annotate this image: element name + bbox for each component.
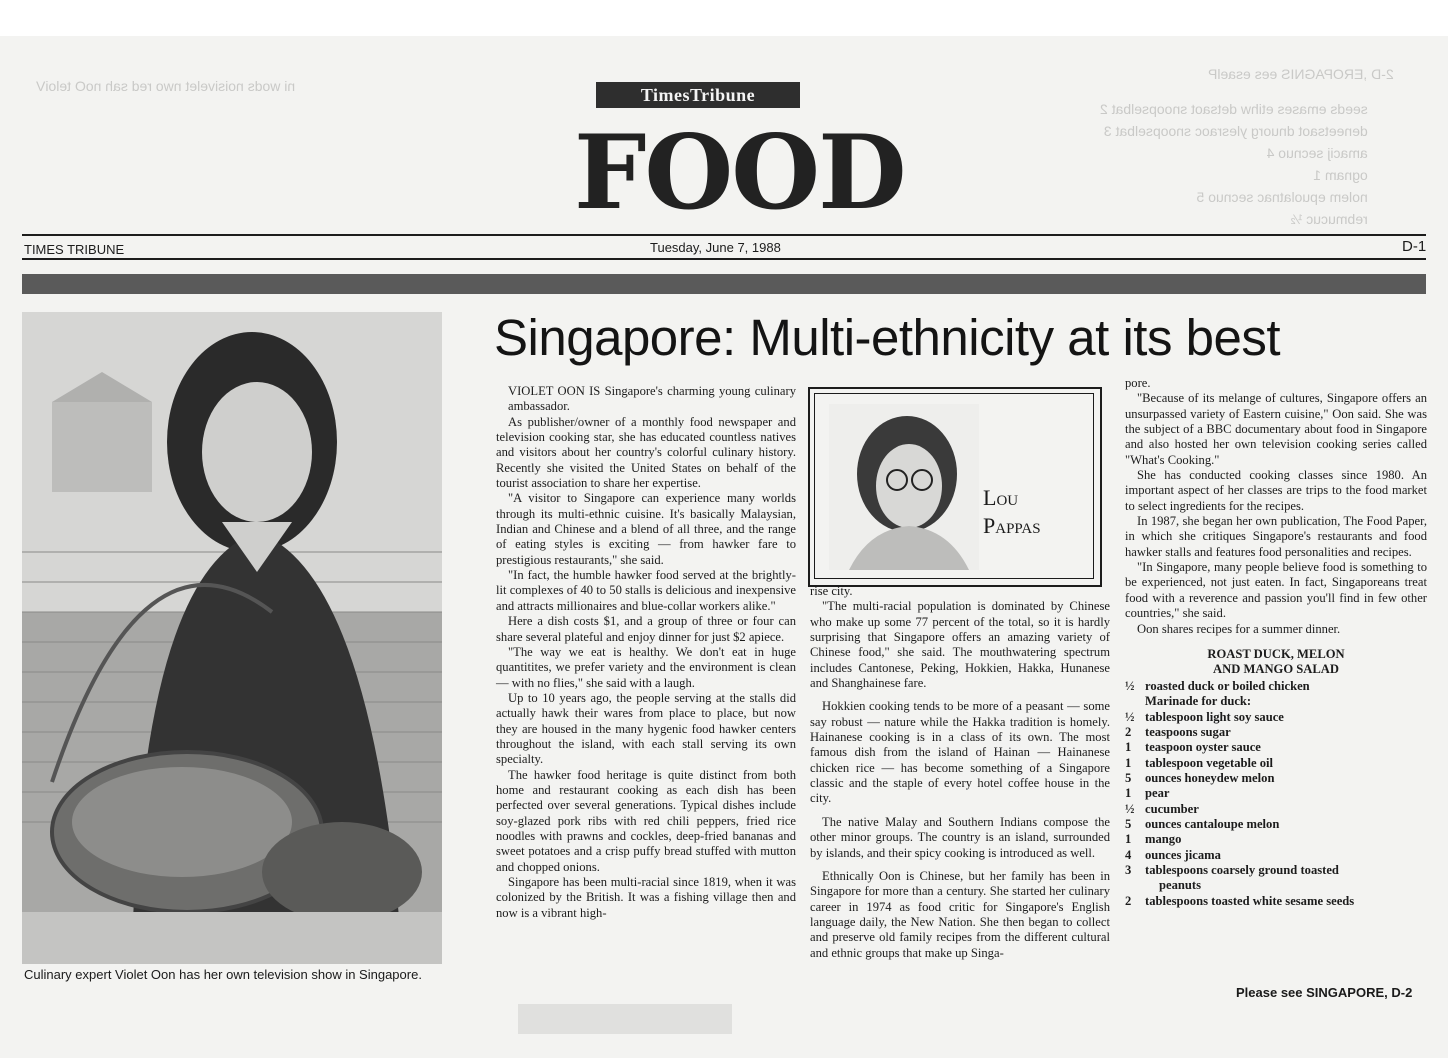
paragraph: The hawker food heritage is quite distinct from both home and restaurant cooking as each dish has been perfected over several generations. Typical dishes include soy-glazed pork ribs with red chili peppers, fried rice noodles with prawns and cockles, deep-fried bananas and sweet potatoes and a crisp puffy bread stuffed with mutton and chopped onions. [496,767,796,874]
article-headline: Singapore: Multi-ethnicity at its best [494,309,1281,366]
ingredient-row [1125,679,1427,694]
paragraph: She has conducted cooking classes since 1980. An important aspect of her classes are trips to the food market to select ingredients for the recipes. [1125,468,1427,513]
paragraph: "The way we eat is healthy. We don't eat in huge quantitites, we prefer variety and the environment is clean — with no flies," she said with a laugh. [496,644,796,690]
ingredient-text: tablespoons coarsely ground toasted [1145,862,1339,877]
ingredient-row [1125,848,1427,863]
paragraph: pore. [1125,376,1151,390]
header-band [22,274,1426,294]
article-column-1 [496,384,796,921]
ingredient-text: mango [1145,832,1182,847]
byline-box [808,387,1102,587]
ingredient-text: tablespoon vegetable oil [1145,755,1274,770]
ingredient-quantity: 1 [1125,786,1132,801]
ingredient-row [1125,802,1427,817]
ingredient-text: teaspoon oyster sauce [1145,740,1261,755]
ingredient-row [1125,832,1427,847]
ingredient-row [1125,878,1427,893]
paragraph: In 1987, she began her own publication, The Food Paper, in which she critiques Singapore's restaurants and food hawker stalls and features food personalities and recipes. [1125,514,1427,559]
paragraph: Oon shares recipes for a summer dinner. [1137,621,1341,636]
ingredient-quantity: 3 [1125,862,1132,877]
byline-frame [814,393,1094,579]
photo-caption: Culinary expert Violet Oon has her own television show in Singapore. [24,967,422,982]
paragraph: "A visitor to Singapore can experience many worlds through its multi-ethnic cuisine. It's basically Malaysian, Indian and Chinese and a blend of all three, and the range of eating styles is exciting — from hawker fare to prestigious restaurants," she said. [496,491,796,567]
paragraph: Ethnically Oon is Chinese, but her family has been in Singapore for more than a century. She started her culinary career in 1974 as food critic for Singapore's English language daily, the New Nation. She then began to collect and preserve old family recipes from the different cultural and ethnic groups that make up Singa- [810,868,1110,960]
ingredient-quantity: 1 [1125,740,1132,755]
paragraph: Here a dish costs $1, and a group of three or four can share several plateful and enjoy dinner for just $2 apiece. [496,614,796,644]
article-column-3 [1125,376,1427,909]
paragraph: As publisher/owner of a monthly food newspaper and television cooking star, she has educated countless natives and visitors about her country's colorful culinary history. Recently she visited the United States on behalf of the tourist association to share her expertise. [496,414,796,491]
ingredient-row [1125,710,1427,725]
page-number: D-1 [1402,238,1427,255]
ingredient-text: tablespoons toasted white sesame seeds [1145,893,1355,908]
ingredient-text: teaspoons sugar [1145,724,1231,739]
ingredient-text: ounces jicama [1145,847,1221,862]
section-title: FOOD [574,113,905,233]
paragraph: VIOLET OON IS Singapore's charming young culinary ambassador. [508,384,796,414]
ingredient-row [1125,756,1427,771]
ingredient-row [1125,786,1427,801]
ingredient-row [1125,740,1427,755]
ingredient-quantity: 4 [1125,847,1132,862]
ingredient-row [1125,894,1427,909]
recipe-ingredients [1125,679,1427,909]
ingredient-quantity: 1 [1125,755,1132,770]
ingredient-quantity: ½ [1125,801,1135,816]
paragraph: "The multi-racial population is dominated by Chinese who make up some 77 percent of the total, so it is hardly surprising that Singapore offers an amazing variety of Chinese food," she said. The mouthwatering spectrum includes Cantonese, Peking, Hokkien, Hakka, Hunanese and Shanghainese fare. [810,599,1110,691]
ingredient-text: pear [1145,786,1170,801]
ingredient-row [1125,694,1427,709]
ingredient-text: tablespoon light soy sauce [1145,709,1284,724]
paragraph: "In fact, the humble hawker food served at the brightly-lit complexes of 40 to 50 stalls is delicious and inexpensive and attracts millionaires and blue-collar workers alike." [496,568,796,613]
paragraph: rise city. [810,584,853,598]
ingredient-row [1125,817,1427,832]
ingredient-text: peanuts [1159,878,1201,893]
ingredient-row [1125,863,1427,878]
article-column-2 [810,584,1110,961]
ingredient-text: Marinade for duck: [1145,694,1252,709]
ingredient-row [1125,771,1427,786]
paragraph: Hokkien cooking tends to be more of a peasant — some say robust — nature while the Hakka tradition is homely. Hainanese cooking is in a class of its own. The most famous dish from the island of Hainan — Hainanese chicken rice — has become something of a Singapore classic and the staple of every hotel coffee house in the city. [810,699,1110,806]
ingredient-quantity: ½ [1125,709,1135,724]
header-rule-bottom [22,258,1426,260]
ingredient-quantity: ½ [1125,678,1135,693]
recipe-title-line-1: ROAST DUCK, MELON [1207,646,1345,661]
author-name [983,484,1041,540]
author-first-name: Lou [983,485,1019,510]
photo-illustration [22,312,442,964]
ingredient-text: cucumber [1145,801,1199,816]
author-portrait [829,404,979,570]
ingredient-quantity: 1 [1125,832,1132,847]
bleed-through-text: ni wods noisivelet nwo red sah noO teloiV [36,78,296,94]
paragraph: Up to 10 years ago, the people serving at the stalls did actually hawk their wares from place to place, but now they are housed in the many hygenic food hawker centers throughout the island, with each stall serving its own specialty. [496,690,796,767]
bleed-through-text: seeds emases etihw detsaot snoopselbat 2 deneetsaot dnuorg ylesraoc snoopselbat 3 amacij secnuo 4 ognam 1 nolem epuolatnac secnuo 5 rebmucuc ½ [1100,101,1368,227]
ingredient-quantity: 2 [1125,893,1132,908]
ingredient-text: ounces cantaloupe melon [1145,816,1280,831]
paragraph: "Because of its melange of cultures, Singapore offers an unsurpassed variety of Eastern cuisine," Oon said. She was the subject of a BBC documentary about food in Singapore and also hosted her own television cooking series called "What's Cooking." [1125,391,1427,467]
recipe-title-line-2: AND MANGO SALAD [1213,661,1339,676]
issue-date: Tuesday, June 7, 1988 [650,240,781,255]
ingredient-quantity: 2 [1125,724,1132,739]
paragraph: Singapore has been multi-racial since 1819, when it was colonized by the British. It was a fishing village then and now is a vibrant high- [496,875,796,920]
continued-notice: Please see SINGAPORE, D-2 [1236,985,1413,1000]
violet-oon-photo [22,312,442,964]
ingredient-quantity: 5 [1125,770,1132,785]
ingredient-text: roasted duck or boiled chicken [1145,678,1310,693]
ingredient-text: ounces honeydew melon [1145,770,1275,785]
paragraph: The native Malay and Southern Indians compose the other minor groups. The country is an island, surrounded by islands, and their spicy cooking is introduced as well. [810,814,1110,860]
recipe [1125,647,1427,909]
paragraph: "In Singapore, many people believe food is something to be experienced, not just eaten. In fact, Singaporeans treat food with a reverence and passion you'll find in few other countries," she said. [1125,560,1427,621]
ingredient-row [1125,725,1427,740]
paper-label: TIMES TRIBUNE [24,242,125,257]
author-last-name: Pappas [983,513,1041,538]
bleed-through-bar [518,1004,732,1034]
header-rule-top [22,234,1426,236]
paper-nameplate: TimesTribune [596,82,800,108]
bleed-through-text: 2-D ,EROPAGNIS ees esaelP [1208,66,1394,82]
ingredient-quantity: 5 [1125,816,1132,831]
author-portrait-illustration [829,404,979,570]
